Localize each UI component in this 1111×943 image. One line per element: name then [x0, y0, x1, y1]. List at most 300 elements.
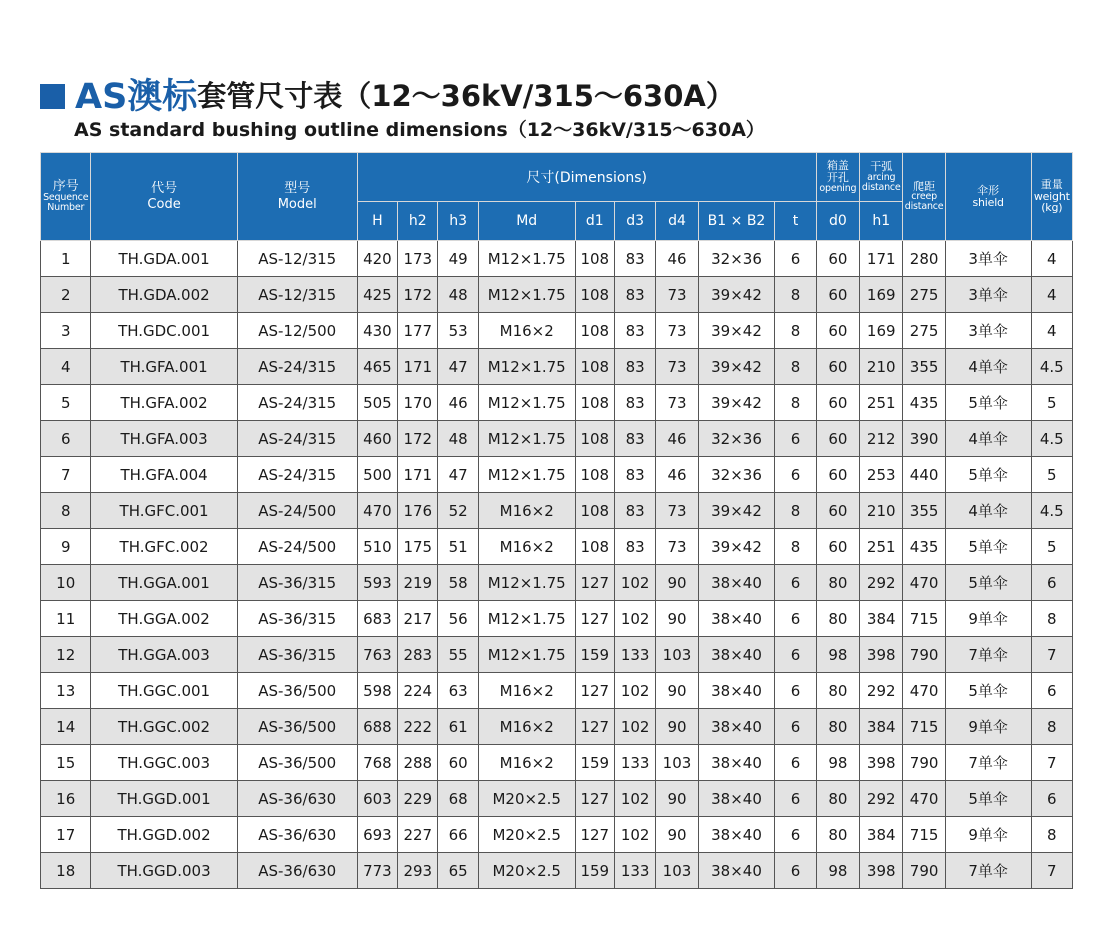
col-d3: d3 [614, 202, 655, 241]
table-cell: AS-12/500 [237, 313, 357, 349]
table-cell: 715 [903, 709, 945, 745]
table-cell: 715 [903, 601, 945, 637]
table-cell: 83 [614, 493, 655, 529]
table-cell: 4 [41, 349, 91, 385]
table-cell: 159 [575, 853, 614, 889]
table-cell: 17 [41, 817, 91, 853]
table-cell: TH.GDA.001 [91, 241, 237, 277]
table-cell: 12 [41, 637, 91, 673]
table-cell: 38×40 [698, 601, 775, 637]
table-cell: TH.GFA.003 [91, 421, 237, 457]
table-cell: 398 [860, 637, 903, 673]
col-group-dimensions: 尺寸(Dimensions) [357, 153, 816, 202]
table-cell: 103 [656, 745, 698, 781]
table-cell: 46 [438, 385, 478, 421]
table-cell: 9单伞 [945, 817, 1031, 853]
table-cell: 80 [816, 565, 859, 601]
table-cell: 7单伞 [945, 637, 1031, 673]
square-bullet-icon [40, 84, 65, 109]
table-cell: 83 [614, 385, 655, 421]
table-cell: 219 [398, 565, 438, 601]
table-cell: 693 [357, 817, 397, 853]
table-cell: 47 [438, 349, 478, 385]
col-d4: d4 [656, 202, 698, 241]
table-cell: TH.GGA.002 [91, 601, 237, 637]
table-row [41, 601, 1073, 637]
table-cell: 63 [438, 673, 478, 709]
table-cell: 790 [903, 745, 945, 781]
table-cell: M16×2 [478, 529, 575, 565]
table-cell: M12×1.75 [478, 637, 575, 673]
table-cell: 6 [1031, 781, 1072, 817]
table-cell: TH.GGC.001 [91, 673, 237, 709]
table-cell: 4.5 [1031, 493, 1072, 529]
table-cell: 212 [860, 421, 903, 457]
table-cell: TH.GDC.001 [91, 313, 237, 349]
table-cell: 60 [816, 277, 859, 313]
table-cell: 90 [656, 709, 698, 745]
table-cell: 73 [656, 385, 698, 421]
table-cell: 217 [398, 601, 438, 637]
table-cell: 500 [357, 457, 397, 493]
table-cell: 90 [656, 781, 698, 817]
table-cell: AS-36/315 [237, 565, 357, 601]
table-cell: 688 [357, 709, 397, 745]
table-cell: 2 [41, 277, 91, 313]
table-cell: M16×2 [478, 493, 575, 529]
page-subtitle: AS standard bushing outline dimensions（12～36kV/315～630A） [74, 119, 765, 141]
table-cell: M16×2 [478, 745, 575, 781]
table-cell: AS-36/315 [237, 601, 357, 637]
table-cell: 470 [357, 493, 397, 529]
table-cell: 172 [398, 421, 438, 457]
table-cell: AS-12/315 [237, 277, 357, 313]
table-cell: 251 [860, 529, 903, 565]
table-cell: 6 [775, 565, 816, 601]
table-cell: 470 [903, 673, 945, 709]
table-cell: 98 [816, 745, 859, 781]
table-cell: 275 [903, 313, 945, 349]
table-cell: 6 [775, 781, 816, 817]
table-cell: 66 [438, 817, 478, 853]
table-cell: 14 [41, 709, 91, 745]
table-cell: 49 [438, 241, 478, 277]
table-cell: 102 [614, 601, 655, 637]
table-cell: 715 [903, 817, 945, 853]
table-cell: 4单伞 [945, 493, 1031, 529]
table-cell: AS-24/315 [237, 385, 357, 421]
table-cell: 38×40 [698, 565, 775, 601]
table-cell: 60 [816, 493, 859, 529]
table-cell: 73 [656, 313, 698, 349]
table-cell: 68 [438, 781, 478, 817]
table-cell: 51 [438, 529, 478, 565]
table-cell: 292 [860, 565, 903, 601]
table-cell: 398 [860, 745, 903, 781]
table-cell: 293 [398, 853, 438, 889]
table-cell: 60 [816, 385, 859, 421]
table-cell: 6 [775, 709, 816, 745]
table-cell: AS-24/500 [237, 493, 357, 529]
table-cell: 460 [357, 421, 397, 457]
table-cell: 5 [41, 385, 91, 421]
table-cell: M12×1.75 [478, 565, 575, 601]
table-cell: 4 [1031, 241, 1072, 277]
col-opening-label: 箱盖 开孔 opening [816, 153, 859, 202]
table-header [41, 153, 1073, 241]
table-cell: 5单伞 [945, 673, 1031, 709]
table-cell: 355 [903, 349, 945, 385]
table-cell: 39×42 [698, 493, 775, 529]
table-cell: 133 [614, 745, 655, 781]
table-cell: 38×40 [698, 853, 775, 889]
table-cell: 288 [398, 745, 438, 781]
col-b1b2: B1 × B2 [698, 202, 775, 241]
table-cell: 108 [575, 421, 614, 457]
col-h3: h3 [438, 202, 478, 241]
table-cell: TH.GFA.001 [91, 349, 237, 385]
table-cell: 83 [614, 241, 655, 277]
table-cell: 5单伞 [945, 529, 1031, 565]
table-cell: M20×2.5 [478, 853, 575, 889]
table-cell: 8 [775, 349, 816, 385]
table-cell: TH.GGD.002 [91, 817, 237, 853]
table-cell: 170 [398, 385, 438, 421]
table-cell: 32×36 [698, 241, 775, 277]
table-cell: 177 [398, 313, 438, 349]
table-cell: 102 [614, 709, 655, 745]
table-cell: 32×36 [698, 421, 775, 457]
table-cell: 108 [575, 241, 614, 277]
table-cell: 80 [816, 781, 859, 817]
table-cell: 108 [575, 385, 614, 421]
table-cell: 15 [41, 745, 91, 781]
table-cell: 172 [398, 277, 438, 313]
table-cell: 4.5 [1031, 349, 1072, 385]
table-cell: 46 [656, 421, 698, 457]
table-cell: M16×2 [478, 709, 575, 745]
table-cell: 3单伞 [945, 241, 1031, 277]
table-row [41, 709, 1073, 745]
table-cell: 175 [398, 529, 438, 565]
table-cell: 11 [41, 601, 91, 637]
table-cell: 16 [41, 781, 91, 817]
table-cell: 6 [775, 745, 816, 781]
table-cell: 60 [816, 313, 859, 349]
table-cell: 39×42 [698, 385, 775, 421]
table-cell: 127 [575, 817, 614, 853]
table-cell: 80 [816, 709, 859, 745]
table-cell: 10 [41, 565, 91, 601]
table-cell: 6 [1031, 565, 1072, 601]
col-model: 型号 Model [237, 153, 357, 241]
table-cell: M12×1.75 [478, 601, 575, 637]
table-cell: 5单伞 [945, 457, 1031, 493]
table-cell: AS-36/500 [237, 745, 357, 781]
table-cell: 505 [357, 385, 397, 421]
col-d0: d0 [816, 202, 859, 241]
table-cell: 7 [1031, 637, 1072, 673]
table-cell: AS-36/630 [237, 781, 357, 817]
table-cell: 8 [775, 493, 816, 529]
table-row [41, 817, 1073, 853]
table-cell: 8 [41, 493, 91, 529]
table-cell: 8 [1031, 817, 1072, 853]
table-cell: 83 [614, 313, 655, 349]
table-cell: 108 [575, 529, 614, 565]
table-cell: 8 [1031, 709, 1072, 745]
table-cell: AS-36/500 [237, 673, 357, 709]
table-cell: 435 [903, 385, 945, 421]
table-cell: 65 [438, 853, 478, 889]
table-cell: 38×40 [698, 745, 775, 781]
table-cell: 80 [816, 817, 859, 853]
table-cell: AS-36/630 [237, 817, 357, 853]
table-cell: M12×1.75 [478, 277, 575, 313]
table-cell: 60 [816, 349, 859, 385]
table-cell: 39×42 [698, 529, 775, 565]
table-cell: 598 [357, 673, 397, 709]
table-cell: 83 [614, 529, 655, 565]
table-cell: AS-12/315 [237, 241, 357, 277]
table-cell: 39×42 [698, 349, 775, 385]
table-row [41, 637, 1073, 673]
table-cell: 38×40 [698, 817, 775, 853]
table-cell: 102 [614, 565, 655, 601]
table-cell: 224 [398, 673, 438, 709]
table-cell: 9 [41, 529, 91, 565]
table-cell: 102 [614, 817, 655, 853]
table-cell: 90 [656, 673, 698, 709]
col-arcing-label: 干弧 arcing distance [860, 153, 903, 202]
table-cell: 171 [398, 457, 438, 493]
table-cell: 133 [614, 637, 655, 673]
table-cell: 465 [357, 349, 397, 385]
table-row [41, 745, 1073, 781]
table-cell: 127 [575, 709, 614, 745]
col-shield: 伞形 shield [945, 153, 1031, 241]
table-cell: 108 [575, 277, 614, 313]
table-cell: M12×1.75 [478, 349, 575, 385]
table-cell: 5单伞 [945, 781, 1031, 817]
table-cell: 47 [438, 457, 478, 493]
table-cell: TH.GGD.001 [91, 781, 237, 817]
table-cell: 3单伞 [945, 277, 1031, 313]
table-cell: 790 [903, 637, 945, 673]
table-cell: 510 [357, 529, 397, 565]
table-cell: 127 [575, 673, 614, 709]
table-cell: 8 [1031, 601, 1072, 637]
table-cell: 39×42 [698, 277, 775, 313]
table-cell: 593 [357, 565, 397, 601]
table-cell: 159 [575, 745, 614, 781]
table-cell: TH.GFA.004 [91, 457, 237, 493]
col-weight: 重量 weight (kg) [1031, 153, 1072, 241]
table-cell: 7 [1031, 745, 1072, 781]
table-cell: 384 [860, 601, 903, 637]
table-row [41, 349, 1073, 385]
table-cell: M12×1.75 [478, 241, 575, 277]
dimensions-table [40, 152, 1073, 889]
table-cell: 60 [816, 241, 859, 277]
col-md: Md [478, 202, 575, 241]
table-cell: 133 [614, 853, 655, 889]
table-cell: 56 [438, 601, 478, 637]
table-row [41, 673, 1073, 709]
table-cell: AS-24/315 [237, 457, 357, 493]
col-creep: 爬距 creep distance [903, 153, 945, 241]
table-cell: 108 [575, 457, 614, 493]
table-row [41, 241, 1073, 277]
table-cell: 39×42 [698, 313, 775, 349]
table-cell: TH.GDA.002 [91, 277, 237, 313]
table-row [41, 277, 1073, 313]
table-cell: AS-36/500 [237, 709, 357, 745]
table-cell: 171 [860, 241, 903, 277]
table-cell: 90 [656, 601, 698, 637]
table-cell: 4单伞 [945, 421, 1031, 457]
table-cell: 169 [860, 313, 903, 349]
table-cell: 251 [860, 385, 903, 421]
table-cell: TH.GFC.001 [91, 493, 237, 529]
col-h: H [357, 202, 397, 241]
table-cell: 8 [775, 385, 816, 421]
table-cell: 98 [816, 853, 859, 889]
table-cell: 384 [860, 817, 903, 853]
table-cell: 398 [860, 853, 903, 889]
table-cell: 176 [398, 493, 438, 529]
table-cell: M20×2.5 [478, 781, 575, 817]
table-cell: 9单伞 [945, 709, 1031, 745]
col-h1: h1 [860, 202, 903, 241]
table-cell: TH.GGC.003 [91, 745, 237, 781]
table-cell: 8 [775, 313, 816, 349]
table-cell: 9单伞 [945, 601, 1031, 637]
table-cell: TH.GGC.002 [91, 709, 237, 745]
table-cell: 222 [398, 709, 438, 745]
table-cell: 171 [398, 349, 438, 385]
table-cell: 768 [357, 745, 397, 781]
table-cell: 420 [357, 241, 397, 277]
table-cell: 280 [903, 241, 945, 277]
table-cell: 6 [41, 421, 91, 457]
table-cell: 73 [656, 529, 698, 565]
table-cell: 470 [903, 565, 945, 601]
table-cell: 127 [575, 781, 614, 817]
table-cell: 435 [903, 529, 945, 565]
table-cell: 6 [775, 637, 816, 673]
table-row [41, 565, 1073, 601]
table-cell: AS-36/630 [237, 853, 357, 889]
table-cell: 292 [860, 673, 903, 709]
table-cell: 6 [775, 241, 816, 277]
table-cell: AS-24/315 [237, 421, 357, 457]
table-cell: 283 [398, 637, 438, 673]
table-cell: 48 [438, 421, 478, 457]
table-cell: 5 [1031, 385, 1072, 421]
table-cell: M16×2 [478, 673, 575, 709]
table-cell: 7 [41, 457, 91, 493]
page-title [40, 70, 735, 118]
table-cell: 229 [398, 781, 438, 817]
table-cell: 292 [860, 781, 903, 817]
table-cell: AS-36/315 [237, 637, 357, 673]
table-cell: 8 [775, 529, 816, 565]
table-cell: 60 [816, 457, 859, 493]
table-cell: 5单伞 [945, 385, 1031, 421]
table-cell: 18 [41, 853, 91, 889]
table-cell: 4.5 [1031, 421, 1072, 457]
table-cell: 6 [775, 601, 816, 637]
table-cell: 763 [357, 637, 397, 673]
table-cell: 38×40 [698, 781, 775, 817]
table-cell: 7单伞 [945, 745, 1031, 781]
table-cell: 98 [816, 637, 859, 673]
table-cell: 83 [614, 277, 655, 313]
table-cell: 5单伞 [945, 565, 1031, 601]
table-cell: 53 [438, 313, 478, 349]
col-t: t [775, 202, 816, 241]
table-cell: TH.GFA.002 [91, 385, 237, 421]
table-cell: 355 [903, 493, 945, 529]
table-cell: 384 [860, 709, 903, 745]
table-cell: 7单伞 [945, 853, 1031, 889]
table-cell: 275 [903, 277, 945, 313]
table-cell: TH.GGD.003 [91, 853, 237, 889]
table-row [41, 853, 1073, 889]
title-text: 套管尺寸表（12～36kV/315～630A） [197, 78, 735, 113]
table-cell: 210 [860, 493, 903, 529]
table-cell: 90 [656, 817, 698, 853]
table-row [41, 313, 1073, 349]
table-cell: 1 [41, 241, 91, 277]
table-cell: 38×40 [698, 673, 775, 709]
table-cell: AS-24/315 [237, 349, 357, 385]
table-cell: 6 [775, 817, 816, 853]
table-cell: 440 [903, 457, 945, 493]
table-cell: 603 [357, 781, 397, 817]
table-cell: 60 [816, 421, 859, 457]
table-cell: 430 [357, 313, 397, 349]
table-cell: 683 [357, 601, 397, 637]
table-cell: M16×2 [478, 313, 575, 349]
table-row [41, 781, 1073, 817]
table-cell: 253 [860, 457, 903, 493]
table-cell: 425 [357, 277, 397, 313]
table-cell: 3 [41, 313, 91, 349]
table-cell: M20×2.5 [478, 817, 575, 853]
table-cell: 6 [1031, 673, 1072, 709]
table-cell: 13 [41, 673, 91, 709]
table-cell: 80 [816, 673, 859, 709]
table-cell: 210 [860, 349, 903, 385]
table-cell: 6 [775, 421, 816, 457]
table-cell: 46 [656, 241, 698, 277]
table-cell: 227 [398, 817, 438, 853]
table-cell: 390 [903, 421, 945, 457]
table-cell: 6 [775, 673, 816, 709]
table-cell: 6 [775, 457, 816, 493]
table-cell: 127 [575, 601, 614, 637]
col-sequence: 序号 Sequence Number [41, 153, 91, 241]
table-cell: 3单伞 [945, 313, 1031, 349]
table-cell: 108 [575, 313, 614, 349]
table-cell: 102 [614, 781, 655, 817]
table-cell: 790 [903, 853, 945, 889]
col-code: 代号 Code [91, 153, 237, 241]
table-cell: 173 [398, 241, 438, 277]
col-h2: h2 [398, 202, 438, 241]
